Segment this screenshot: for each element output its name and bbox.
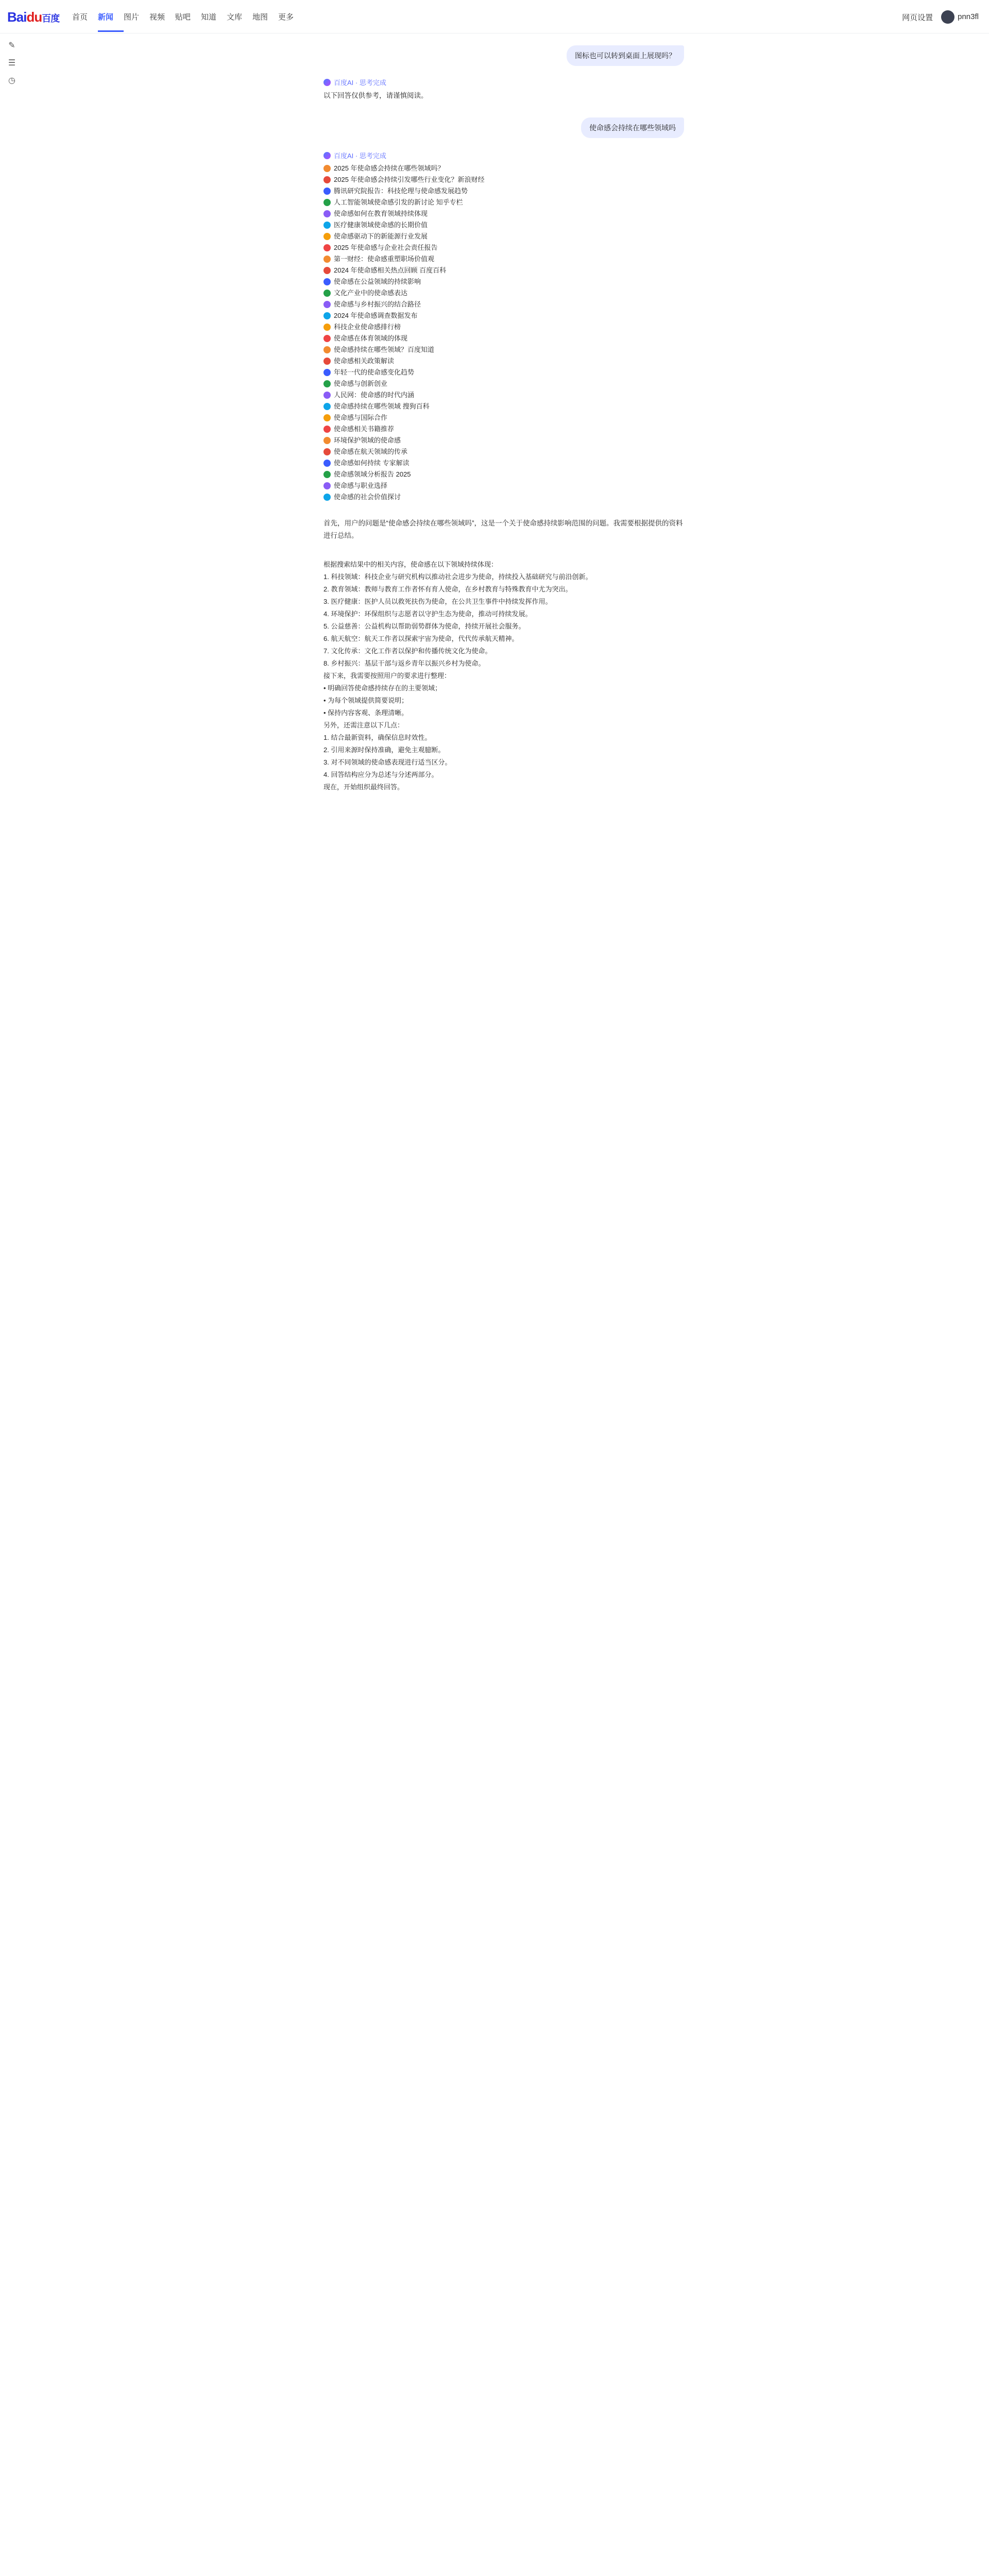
reference-title: 使命感的社会价值探讨 xyxy=(334,493,401,501)
reference-item[interactable] xyxy=(323,446,485,457)
source-icon xyxy=(323,482,331,489)
thinking-line: 现在，开始组织最终回答。 xyxy=(323,783,404,791)
reference-item[interactable] xyxy=(323,435,485,446)
user-message: 使命感会持续在哪些领域吗 xyxy=(581,117,684,138)
reference-title: 人工智能领域使命感引发的新讨论 知乎专栏 xyxy=(334,198,463,206)
nav-item[interactable]: 新闻 xyxy=(98,11,124,32)
source-icon xyxy=(323,165,331,172)
source-icon xyxy=(323,335,331,342)
thinking-line: 7. 文化传承：文化工作者以保护和传播传统文化为使命。 xyxy=(323,647,492,655)
reference-title: 2025 年使命感会持续在哪些领域吗？ xyxy=(334,164,445,172)
source-icon xyxy=(323,312,331,319)
thinking-line: 5. 公益慈善：公益机构以帮助弱势群体为使命，持续开展社会服务。 xyxy=(323,622,525,630)
ai-status: 百度AI · 思考完成 xyxy=(334,152,386,160)
reference-title: 2025 年使命感与企业社会责任报告 xyxy=(334,244,438,251)
source-icon xyxy=(323,278,331,285)
thinking-line: 根据搜索结果中的相关内容，使命感在以下领域持续体现： xyxy=(323,561,498,568)
left-rail xyxy=(0,33,23,2576)
reference-item[interactable] xyxy=(323,367,485,378)
thinking-line: 1. 结合最新资料，确保信息时效性。 xyxy=(323,734,432,741)
ai-response-header[interactable] xyxy=(323,150,386,160)
thinking-body xyxy=(323,558,684,793)
reference-title: 使命感持续在哪些领域？百度知道 xyxy=(334,346,435,353)
reference-item[interactable] xyxy=(323,197,485,208)
user-message: 图标也可以转到桌面上展现吗？ xyxy=(567,45,684,66)
reference-title: 人民网：使命感的时代内涵 xyxy=(334,391,415,399)
reference-item[interactable] xyxy=(323,492,485,503)
thinking-line: • 保持内容客观、条理清晰。 xyxy=(323,709,408,717)
reference-list xyxy=(323,163,485,503)
thinking-line: 接下来，我需要按照用户的要求进行整理： xyxy=(323,672,451,680)
nav-item[interactable]: 知道 xyxy=(201,13,217,22)
source-icon xyxy=(323,460,331,467)
reference-item[interactable] xyxy=(323,333,485,344)
thinking-line: 2. 教育领域：教师与教育工作者怀有育人使命，在乡村教育与特殊教育中尤为突出。 xyxy=(323,585,572,593)
reference-title: 使命感在体育领域的体现 xyxy=(334,334,408,342)
thinking-line: • 明确回答使命感持续存在的主要领域； xyxy=(323,684,442,692)
baidu-logo[interactable] xyxy=(7,9,59,25)
source-icon xyxy=(323,471,331,478)
source-icon xyxy=(323,301,331,308)
ai-logo-icon xyxy=(323,152,331,159)
reference-title: 使命感相关政策解读 xyxy=(334,357,395,365)
user-menu[interactable] xyxy=(941,10,979,24)
logo-paw: du xyxy=(26,9,42,25)
nav-item[interactable]: 更多 xyxy=(278,13,294,22)
reference-title: 使命感在公益领域的持续影响 xyxy=(334,278,421,285)
ai-response-text: 以下回答仅供参考，请谨慎阅读。 xyxy=(323,92,428,99)
source-icon xyxy=(323,346,331,353)
reference-title: 使命感相关书籍推荐 xyxy=(334,425,395,433)
reference-title: 第一财经：使命感重塑职场价值观 xyxy=(334,255,435,263)
reference-title: 科技企业使命感排行榜 xyxy=(334,323,401,331)
source-icon xyxy=(323,448,331,455)
source-icon xyxy=(323,392,331,399)
reference-item[interactable] xyxy=(323,287,485,299)
reference-item[interactable] xyxy=(323,389,485,401)
thinking-line: 1. 科技领域：科技企业与研究机构以推动社会进步为使命，持续投入基础研究与前沿创新。 xyxy=(323,573,592,581)
reference-item[interactable] xyxy=(323,276,485,287)
reference-title: 使命感如何在教育领域持续体现 xyxy=(334,210,428,217)
reference-item[interactable] xyxy=(323,265,485,276)
source-icon xyxy=(323,244,331,251)
nav-item[interactable]: 视频 xyxy=(149,13,165,22)
thinking-line: 8. 乡村振兴：基层干部与返乡青年以振兴乡村为使命。 xyxy=(323,659,485,667)
reference-title: 使命感在航天领域的传承 xyxy=(334,448,408,455)
source-icon xyxy=(323,414,331,421)
source-icon xyxy=(323,256,331,263)
reference-title: 使命感领域分析报告 2025 xyxy=(334,470,411,478)
source-icon xyxy=(323,437,331,444)
reference-item[interactable] xyxy=(323,185,485,197)
reference-item[interactable] xyxy=(323,457,485,469)
thinking-line: 另外，还需注意以下几点： xyxy=(323,721,404,729)
reference-item[interactable] xyxy=(323,321,485,333)
source-icon xyxy=(323,324,331,331)
thinking-line: • 为每个领域提供简要说明； xyxy=(323,697,408,704)
reference-item[interactable] xyxy=(323,208,485,219)
reference-title: 使命感与创新创业 xyxy=(334,380,388,387)
avatar xyxy=(941,10,954,24)
new-chat-icon[interactable]: ✎ xyxy=(8,41,15,50)
reference-item[interactable] xyxy=(323,480,485,492)
source-icon xyxy=(323,222,331,229)
history-icon[interactable]: ☰ xyxy=(8,59,16,67)
nav-item[interactable]: 贴吧 xyxy=(175,13,191,22)
thinking-line: 3. 医疗健康：医护人员以救死扶伤为使命，在公共卫生事件中持续发挥作用。 xyxy=(323,598,552,605)
thinking-line: 3. 对不同领域的使命感表现进行适当区分。 xyxy=(323,758,452,766)
reference-title: 腾讯研究院报告：科技伦理与使命感发展趋势 xyxy=(334,187,468,195)
nav-item[interactable]: 图片 xyxy=(124,13,140,22)
reference-title: 2024 年使命感调查数据发布 xyxy=(334,312,418,319)
nav-item[interactable]: 地图 xyxy=(252,13,268,22)
source-icon xyxy=(323,290,331,297)
source-icon xyxy=(323,403,331,410)
reference-item[interactable] xyxy=(323,231,485,242)
source-icon xyxy=(323,369,331,376)
reference-title: 使命感与职业选择 xyxy=(334,482,388,489)
thinking-line: 2. 引用来源时保持准确，避免主观臆断。 xyxy=(323,746,445,754)
source-icon xyxy=(323,380,331,387)
source-icon xyxy=(323,188,331,195)
reference-item[interactable] xyxy=(323,378,485,389)
reference-item[interactable] xyxy=(323,253,485,265)
logo-text: Bai xyxy=(7,9,27,25)
source-icon xyxy=(323,199,331,206)
reference-item[interactable] xyxy=(323,174,485,185)
reference-title: 2024 年使命感相关热点回顾 百度百科 xyxy=(334,266,447,274)
source-icon xyxy=(323,210,331,217)
thinking-line: 6. 航天航空：航天工作者以探索宇宙为使命，代代传承航天精神。 xyxy=(323,635,519,642)
top-right-area xyxy=(902,10,979,24)
thinking-line: 4. 环境保护：环保组织与志愿者以守护生态为使命，推动可持续发展。 xyxy=(323,610,532,618)
reference-item[interactable] xyxy=(323,242,485,253)
source-icon xyxy=(323,267,331,274)
reference-title: 环境保护领域的使命感 xyxy=(334,436,401,444)
reference-title: 使命感与乡村振兴的结合路径 xyxy=(334,300,421,308)
clock-icon[interactable]: ◷ xyxy=(8,76,15,85)
reference-title: 使命感与国际合作 xyxy=(334,414,388,421)
source-icon xyxy=(323,494,331,501)
nav-item[interactable]: 文库 xyxy=(227,13,243,22)
reference-item[interactable] xyxy=(323,401,485,412)
reference-item[interactable] xyxy=(323,355,485,367)
ai-response-header[interactable] xyxy=(323,77,386,87)
source-icon xyxy=(323,233,331,240)
top-nav xyxy=(72,11,304,32)
ai-status: 百度AI · 思考完成 xyxy=(334,79,386,87)
reference-title: 2025 年使命感会持续引发哪些行业变化？新浪财经 xyxy=(334,176,485,183)
reference-item[interactable] xyxy=(323,299,485,310)
logo-suffix: 百度 xyxy=(42,13,60,24)
source-icon xyxy=(323,426,331,433)
reference-item[interactable] xyxy=(323,163,485,174)
reference-item[interactable] xyxy=(323,469,485,480)
reference-title: 使命感驱动下的新能源行业发展 xyxy=(334,232,428,240)
reference-item[interactable] xyxy=(323,310,485,321)
reference-title: 使命感如何持续 专家解读 xyxy=(334,459,410,467)
reference-item[interactable] xyxy=(323,344,485,355)
settings-link[interactable]: 网页设置 xyxy=(902,13,933,22)
reference-item[interactable] xyxy=(323,412,485,423)
source-icon xyxy=(323,176,331,183)
source-icon xyxy=(323,358,331,365)
reference-title: 使命感持续在哪些领域 搜狗百科 xyxy=(334,402,430,410)
thinking-intro: 首先，用户的问题是“使命感会持续在哪些领域吗”，这是一个关于使命感持续影响范围的问题。我需要根据提供的资料进行总结。 xyxy=(323,519,683,539)
reference-item[interactable] xyxy=(323,423,485,435)
thinking-line: 4. 回答结构应分为总述与分述两部分。 xyxy=(323,771,438,778)
username: pnn3fl xyxy=(958,12,979,21)
ai-logo-icon xyxy=(323,79,331,86)
reference-title: 年轻一代的使命感变化趋势 xyxy=(334,368,415,376)
top-bar xyxy=(0,0,989,33)
nav-item[interactable]: 首页 xyxy=(72,13,88,22)
reference-title: 文化产业中的使命感表达 xyxy=(334,289,408,297)
reference-item[interactable] xyxy=(323,219,485,231)
reference-title: 医疗健康领域使命感的长期价值 xyxy=(334,221,428,229)
